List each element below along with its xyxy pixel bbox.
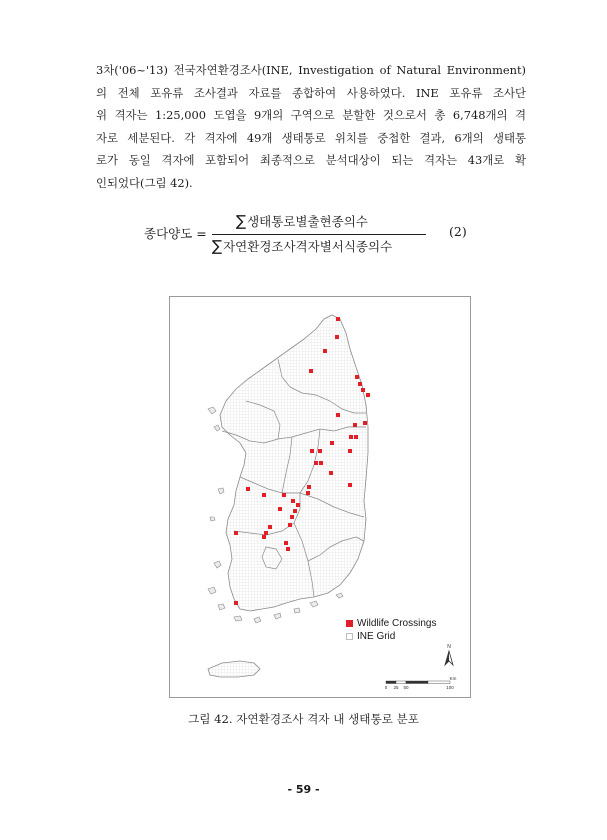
equation-number: (2): [449, 224, 467, 239]
legend-label-crossings: Wildlife Crossings: [357, 618, 437, 629]
north-arrow: [445, 644, 453, 665]
crossing-marker: [262, 493, 266, 497]
legend-row-crossings: [346, 617, 436, 630]
sigma-symbol: ∑: [236, 212, 247, 230]
figure-caption: 그림 42. 자연환경조사 격자 내 생태통로 분포: [188, 712, 419, 726]
mainland-outline: [220, 315, 368, 611]
crossing-marker: [234, 531, 238, 535]
crossing-marker: [246, 487, 250, 491]
crossing-marker: [268, 525, 272, 529]
crossing-marker: [291, 499, 295, 503]
map-figure: [169, 296, 471, 698]
numerator-text: 생태통로별출현종의수: [247, 214, 368, 229]
crossing-marker: [319, 461, 323, 465]
equation-denominator: [212, 237, 392, 255]
grid-swatch: [346, 633, 353, 640]
scale-tick-label: 100: [446, 685, 454, 690]
paragraph-line: 자로 세분된다. 각 격자에 49개 생태통로 위치를 중첩한 결과, 6개의 생태통: [96, 130, 526, 145]
paragraph-line: 3차('06~'13) 전국자연환경조사(INE, Investigation of Natural Environment): [96, 63, 526, 77]
scale-unit: Km: [449, 676, 457, 681]
fraction-bar: [212, 234, 426, 235]
paragraph-line: 로가 동일 격자에 포함되어 최종적으로 분석대상이 되는 격자는 43개로 확: [96, 153, 526, 167]
crossing-marker: [309, 369, 313, 373]
crossing-marker: [335, 335, 339, 339]
crossing-marker: [349, 435, 353, 439]
crossing-marker: [264, 531, 268, 535]
crossing-marker: [234, 601, 238, 605]
crossing-marker: [293, 509, 297, 513]
crossing-marker: [262, 535, 266, 539]
crossing-marker: [296, 503, 300, 507]
equation-numerator: [236, 212, 368, 230]
crossing-marker: [348, 483, 352, 487]
crossing-marker: [336, 413, 340, 417]
crossing-marker: [366, 393, 370, 397]
paragraph-line: 위 격자는 1:25,000 도엽을 9개의 구역으로 분할한 것으로서 총 6,748개의 격: [96, 108, 526, 122]
scale-tick-label: 25: [393, 685, 399, 690]
map-legend: [346, 617, 436, 643]
paragraph-line: 의 전체 포유류 조사결과 자료를 종합하여 사용하였다. INE 포유류 조사단: [96, 85, 526, 100]
crossing-marker: [286, 547, 290, 551]
crossing-marker: [290, 515, 294, 519]
paragraph-line: 인되었다(그림 42).: [96, 175, 193, 190]
denominator-text: 자연환경조사격자별서식종의수: [223, 239, 393, 254]
crossing-marker: [354, 435, 358, 439]
crossing-marker: [353, 423, 357, 427]
crossing-marker: [323, 349, 327, 353]
crossing-marker: [355, 375, 359, 379]
equation-lhs: 종다양도 =: [144, 226, 207, 241]
crossing-marker: [288, 523, 292, 527]
crossing-marker: [363, 421, 367, 425]
crossing-marker: [306, 491, 310, 495]
page-number: - 59 -: [287, 783, 320, 796]
crossing-marker: [358, 382, 362, 386]
north-label: N: [447, 644, 451, 650]
legend-label-grid: INE Grid: [357, 631, 396, 642]
crossing-marker: [336, 317, 340, 321]
crossing-marker: [282, 493, 286, 497]
scale-tick-label: 0: [384, 685, 388, 690]
sigma-symbol: ∑: [212, 237, 223, 255]
crossing-marker: [330, 441, 334, 445]
crossing-marker: [284, 541, 288, 545]
crossing-marker: [329, 471, 333, 475]
jeju-island: [208, 661, 260, 677]
crossing-marker: [318, 449, 322, 453]
scale-tick-label: 50: [403, 685, 409, 690]
body-paragraph: [96, 59, 526, 194]
crossing-marker: [361, 388, 365, 392]
legend-row-grid: [346, 630, 436, 643]
crossing-marker: [310, 449, 314, 453]
scale-bar: [385, 676, 457, 690]
species-diversity-equation: [0, 208, 607, 258]
crossing-marker: [314, 461, 318, 465]
crossings-swatch: [346, 620, 353, 627]
crossing-marker: [278, 507, 282, 511]
crossing-marker: [307, 485, 311, 489]
crossing-marker: [348, 449, 352, 453]
